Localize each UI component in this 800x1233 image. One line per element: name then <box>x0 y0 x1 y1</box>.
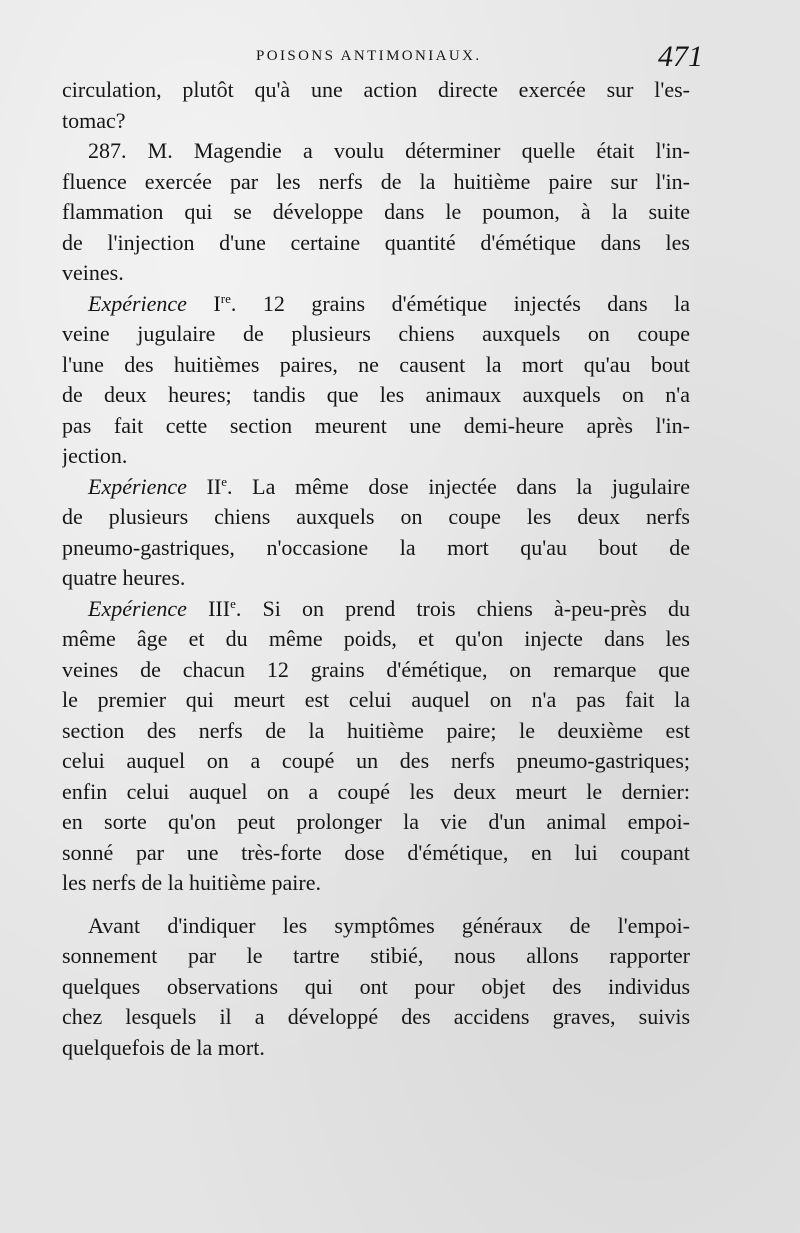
page-number: 471 <box>658 40 703 73</box>
text-line: en sorte qu'on peut prolonger la vie d'un animal empoi- <box>62 809 690 834</box>
text-line <box>62 594 690 625</box>
text-line: 287. M. Magendie a voulu déterminer quelle était l'in- <box>88 138 690 163</box>
experiment-label: Expérience <box>88 290 187 316</box>
text-line: sonné par une très-forte dose d'émétique, en lui coupant <box>62 839 690 865</box>
text-line: quatre heures. <box>62 565 186 590</box>
experiment-text: . La même dose injectée dans la jugulaire <box>227 473 690 499</box>
text-line: de l'injection d'une certaine quantité d'émétique dans les <box>62 229 690 255</box>
text-line: celui auquel on a coupé un des nerfs pneumo-gastriques; <box>62 748 690 773</box>
text-line: flammation qui se développe dans le poumon, à la suite <box>62 199 690 224</box>
paragraph-gap <box>62 899 690 911</box>
text-line: même âge et du même poids, et qu'on injecte dans les <box>62 626 690 651</box>
experiment-2 <box>62 472 690 594</box>
text-line: pas fait cette section meurent une demi-heure après l'in- <box>62 412 690 438</box>
text-line: tomac? <box>62 107 126 133</box>
text-line: l'une des huitièmes paires, ne causent la mort qu'au bout <box>62 351 690 377</box>
text-line: chez lesquels il a développé des accidens graves, suivis <box>62 1004 690 1029</box>
ordinal-suffix: e <box>230 595 236 611</box>
experiment-text: . Si on prend trois chiens à-peu-près du <box>235 595 690 621</box>
running-head <box>60 40 703 74</box>
paragraph-continuation <box>62 75 690 136</box>
text-line: veines. <box>62 260 124 285</box>
text-line: section des nerfs de la huitième paire; le deuxième est <box>62 717 690 743</box>
experiment-3 <box>62 594 690 899</box>
text-line <box>62 472 690 503</box>
experiment-number: I <box>213 290 221 316</box>
ordinal-suffix: re <box>220 290 231 306</box>
body-text <box>62 75 690 1063</box>
experiment-number: III <box>208 595 231 621</box>
text-line: quelques observations qui ont pour objet des individus <box>62 973 690 999</box>
ordinal-suffix: e <box>221 473 228 489</box>
text-line: quelquefois de la mort. <box>62 1034 265 1060</box>
text-line: enfin celui auquel on a coupé les deux meurt le dernier: <box>62 778 690 804</box>
experiment-text: . 12 grains d'émétique injectés dans la <box>230 290 690 316</box>
text-line: veine jugulaire de plusieurs chiens auxquels on coupe <box>62 321 690 346</box>
text-line: veines de chacun 12 grains d'émétique, on remarque que <box>62 656 690 682</box>
text-line: pneumo-gastriques, n'occasione la mort qu'au bout de <box>62 534 690 560</box>
text-line: le premier qui meurt est celui auquel on n'a pas fait la <box>62 687 690 712</box>
experiment-label: Expérience <box>88 595 187 621</box>
text-line: sonnement par le tartre stibié, nous allons rapporter <box>62 943 690 968</box>
experiment-number: II <box>206 473 222 499</box>
running-title: POISONS ANTIMONIAUX. <box>256 48 482 64</box>
text-line: circulation, plutôt qu'à une action directe exercée sur l'es- <box>62 77 690 102</box>
text-line: de plusieurs chiens auxquels on coupe les deux nerfs <box>62 504 690 529</box>
text-line: de deux heures; tandis que les animaux auxquels on n'a <box>62 382 690 407</box>
text-line: jection. <box>62 443 128 468</box>
experiment-label: Expérience <box>88 473 187 499</box>
text-line <box>62 289 690 320</box>
text-line: Avant d'indiquer les symptômes généraux de l'empoi- <box>88 912 690 938</box>
paragraph-final <box>62 911 690 1064</box>
paragraph-287 <box>62 136 690 289</box>
text-line: les nerfs de la huitième paire. <box>62 870 322 895</box>
experiment-1 <box>62 289 690 472</box>
text-line: fluence exercée par les nerfs de la huitième paire sur l'in- <box>62 168 690 194</box>
